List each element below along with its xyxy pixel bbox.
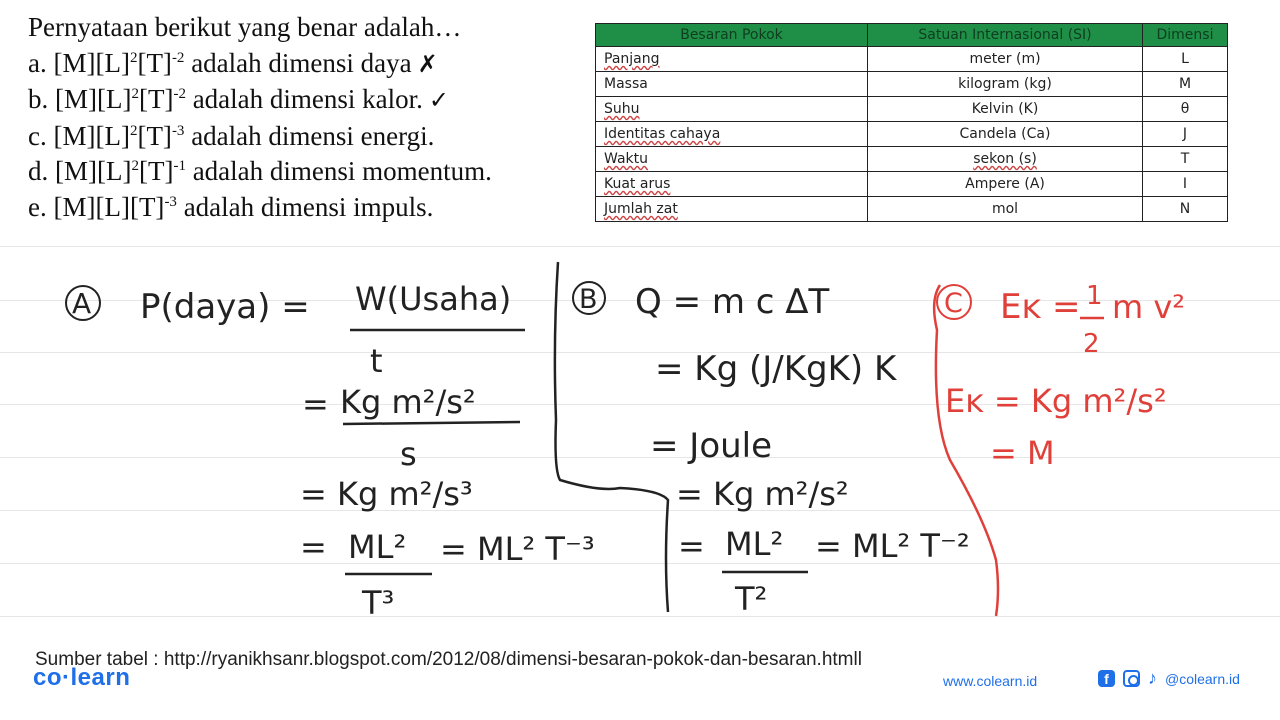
work-b-tag: B (579, 284, 598, 315)
work-a-line2-num: Kg m²/s² (340, 383, 476, 421)
work-c-line1-left: Eᴋ = (1000, 287, 1081, 327)
work-c-tag: C (944, 288, 963, 319)
header-satuan: Satuan Internasional (SI) (868, 24, 1143, 47)
dimension-symbol: M (1143, 72, 1228, 97)
fraction-bar (343, 422, 520, 424)
question-prompt: Pernyataan berikut yang benar adalah… (28, 12, 462, 42)
exponent: 2 (129, 122, 138, 139)
si-unit: Candela (Ca) (868, 122, 1143, 147)
exponent: 2 (129, 49, 138, 66)
quantity-name: Identitas cahaya (604, 126, 721, 142)
check-mark-icon: ✓ (428, 86, 449, 114)
si-unit: Ampere (A) (868, 172, 1143, 197)
dimension-symbol: I (1143, 172, 1228, 197)
work-a-line1-den: t (370, 342, 383, 380)
quantity-name: Massa (604, 76, 648, 92)
si-unit: mol (868, 197, 1143, 222)
work-b-line4: = Kg m²/s² (676, 475, 849, 513)
cross-mark-icon: ✗ (417, 49, 438, 78)
header-dimensi: Dimensi (1143, 24, 1228, 47)
option-text: adalah dimensi momentum. (185, 156, 492, 186)
work-a-line4-num: ML² (348, 528, 407, 566)
colearn-logo (33, 664, 130, 692)
exponent: 2 (131, 158, 139, 174)
option-t: [T] (138, 156, 174, 186)
work-c-line3: = M (990, 434, 1055, 472)
exponent: 2 (131, 86, 139, 102)
website-link[interactable]: www.colearn.id (943, 673, 1038, 689)
work-b-line5-num: ML² (725, 525, 784, 563)
divider-line-red (934, 285, 998, 616)
work-a-line4-rest: = ML² T⁻³ (440, 530, 595, 568)
option-label: b. [M][L] (28, 84, 132, 114)
dimension-symbol: T (1143, 147, 1228, 172)
facebook-icon[interactable]: f (1098, 670, 1115, 687)
quantity-name: Suhu (604, 101, 640, 117)
exponent: -3 (164, 193, 177, 210)
option-text: adalah dimensi energi. (184, 120, 435, 151)
work-a-line2-den: s (400, 435, 417, 473)
work-b-line3: = Joule (650, 426, 773, 466)
work-b-line2: = Kg (J/KgK) K (655, 349, 897, 389)
option-label: a. [M][L] (28, 47, 130, 78)
option-label: e. [M][L][T] (28, 191, 165, 222)
si-unit: meter (m) (868, 47, 1143, 72)
instagram-icon[interactable] (1123, 670, 1140, 687)
si-unit: Kelvin (K) (868, 97, 1143, 122)
work-c-line1-right: m v² (1112, 288, 1186, 326)
work-a-line4-den: T³ (362, 584, 395, 622)
quantity-name: Waktu (604, 151, 648, 167)
work-a-line3: = Kg m²/s³ (300, 475, 473, 513)
work-b-line5-den: T² (735, 580, 768, 618)
si-unit: kilogram (kg) (868, 72, 1143, 97)
option-text: adalah dimensi kalor. (185, 84, 423, 114)
dimension-symbol: J (1143, 122, 1228, 147)
exponent: -2 (173, 86, 186, 102)
si-unit: sekon (s) (973, 151, 1037, 167)
work-a-tag: A (72, 287, 92, 320)
option-text: adalah dimensi impuls. (176, 191, 434, 222)
exponent: -2 (171, 49, 185, 66)
work-b-line5-rest: = ML² T⁻² (815, 527, 970, 565)
logo-part: co (33, 664, 63, 691)
option-t: [T] (137, 47, 172, 78)
social-links (1098, 670, 1240, 687)
work-a-line4-eq: = (300, 528, 327, 566)
quantity-name: Jumlah zat (604, 201, 678, 217)
social-handle: @colearn.id (1165, 670, 1240, 687)
work-b-line1: Q = m c ΔT (635, 282, 830, 322)
quantity-name: Kuat arus (604, 176, 671, 192)
work-b-line5-eq: = (678, 527, 705, 565)
dimension-symbol: θ (1143, 97, 1228, 122)
option-label: c. [M][L] (28, 120, 130, 151)
exponent: -1 (173, 158, 186, 174)
work-c-line2: Eᴋ = Kg m²/s² (945, 382, 1167, 420)
quantity-name: Panjang (604, 51, 660, 67)
work-c-line1-den: 2 (1083, 329, 1100, 359)
header-besaran: Besaran Pokok (596, 24, 868, 47)
logo-part: learn (70, 664, 131, 691)
option-t: [T] (138, 84, 174, 114)
logo-dot: · (62, 664, 71, 691)
option-t: [T] (137, 120, 172, 151)
exponent: -3 (171, 122, 185, 139)
dimension-symbol: L (1143, 47, 1228, 72)
work-a-line1-num: W(Usaha) (355, 280, 512, 318)
work-a-line2-eq: = (302, 385, 329, 423)
source-citation: Sumber tabel : http://ryanikhsanr.blogspot.com/2012/08/dimensi-besaran-pokok-dan-besaran.htmll (35, 649, 862, 670)
work-c-line1-num: 1 (1086, 281, 1103, 311)
work-a-line1: P(daya) = (140, 287, 310, 327)
option-label: d. [M][L] (28, 156, 132, 186)
option-text: adalah dimensi daya (184, 47, 412, 78)
tiktok-icon[interactable]: ♪ (1148, 668, 1157, 688)
dimension-symbol: N (1143, 197, 1228, 222)
